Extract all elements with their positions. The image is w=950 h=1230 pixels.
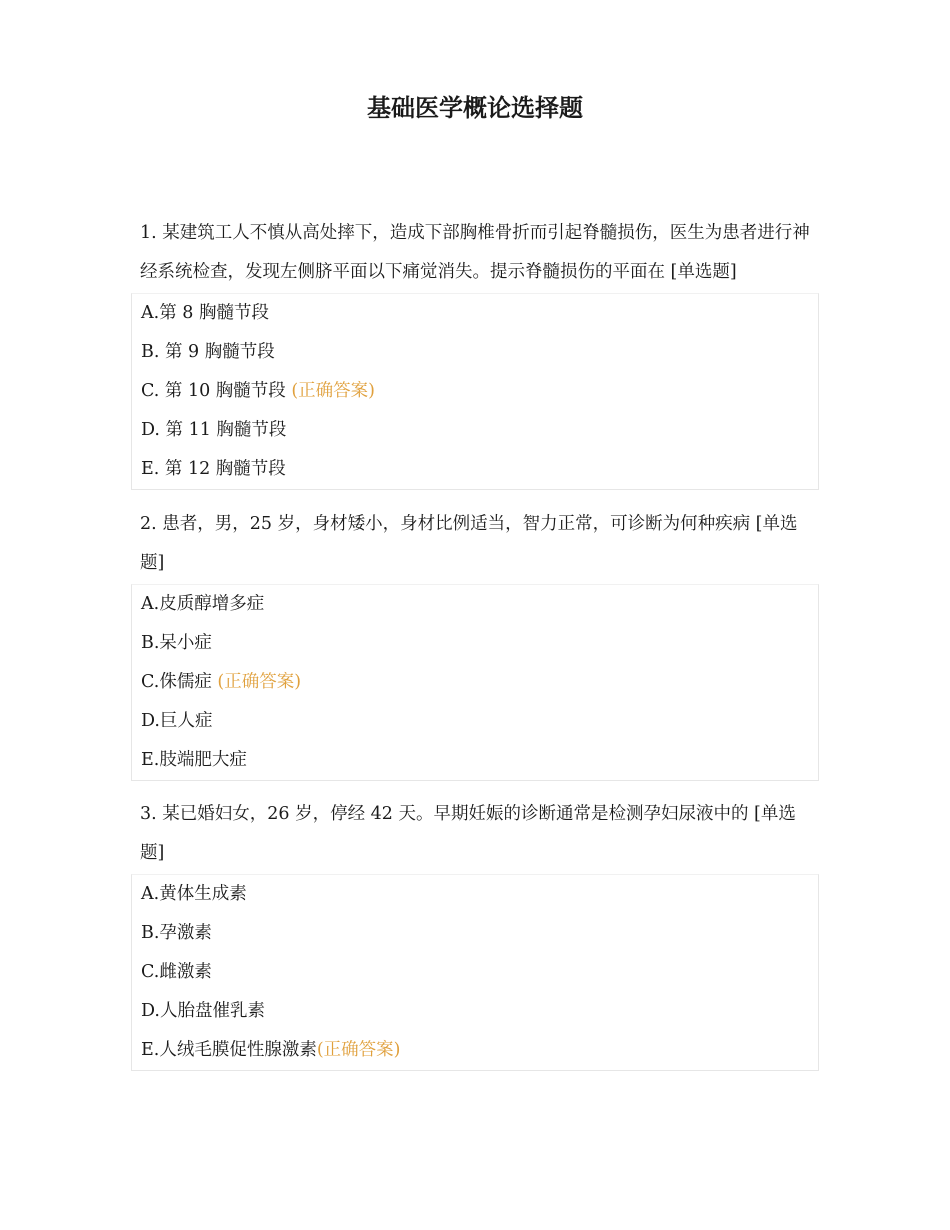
- option-text: E.人绒毛膜促性腺激素: [141, 1040, 317, 1060]
- option-text: A.黄体生成素: [141, 884, 247, 904]
- question-2: [131, 505, 819, 781]
- question-stem: 2. 患者，男，25 岁，身材矮小，身材比例适当，智力正常，可诊断为何种疾病 [单选题]: [140, 514, 798, 573]
- option-text: B. 第 9 胸髓节段: [141, 342, 275, 362]
- option-text: C. 第 10 胸髓节段: [141, 381, 286, 401]
- page-title: 基础医学概论选择题: [367, 94, 583, 122]
- option-c[interactable]: [132, 663, 818, 702]
- option-text: C.侏儒症: [141, 672, 212, 692]
- option-b[interactable]: [132, 624, 818, 663]
- options-list: [131, 584, 819, 781]
- option-c[interactable]: [132, 953, 818, 992]
- option-d[interactable]: [132, 702, 818, 741]
- option-e[interactable]: [132, 741, 818, 780]
- option-text: D. 第 11 胸髓节段: [141, 420, 287, 440]
- option-e[interactable]: [132, 450, 818, 489]
- option-d[interactable]: [132, 992, 818, 1031]
- option-text: E.肢端肥大症: [141, 750, 247, 770]
- question-3: [131, 795, 819, 1071]
- correct-answer-tag: (正确答案): [316, 1040, 401, 1060]
- option-a[interactable]: [132, 875, 818, 914]
- correct-answer-tag: (正确答案): [211, 672, 302, 692]
- option-e[interactable]: [132, 1031, 818, 1070]
- option-text: D.巨人症: [141, 711, 213, 731]
- option-a[interactable]: [132, 294, 818, 333]
- options-list: [131, 293, 819, 490]
- option-text: B.孕激素: [141, 923, 212, 943]
- question-stem: 3. 某已婚妇女，26 岁，停经 42 天。早期妊娠的诊断通常是检测孕妇尿液中的 [单选题]: [140, 804, 796, 863]
- option-b[interactable]: [132, 333, 818, 372]
- question-stem: 1. 某建筑工人不慎从高处摔下，造成下部胸椎骨折而引起脊髓损伤，医生为患者进行神经系统检查，发现左侧脐平面以下痛觉消失。提示脊髓损伤的平面在 [单选题]: [140, 223, 810, 282]
- option-b[interactable]: [132, 914, 818, 953]
- option-d[interactable]: [132, 411, 818, 450]
- option-a[interactable]: [132, 585, 818, 624]
- option-text: A.皮质醇增多症: [141, 594, 265, 614]
- options-list: [131, 874, 819, 1071]
- question-1: [131, 214, 819, 490]
- option-text: C.雌激素: [141, 962, 212, 982]
- option-text: A.第 8 胸髓节段: [141, 303, 269, 323]
- option-text: E. 第 12 胸髓节段: [141, 459, 286, 479]
- correct-answer-tag: (正确答案): [285, 381, 376, 401]
- option-text: B.呆小症: [141, 633, 212, 653]
- option-c[interactable]: [132, 372, 818, 411]
- option-text: D.人胎盘催乳素: [141, 1001, 265, 1021]
